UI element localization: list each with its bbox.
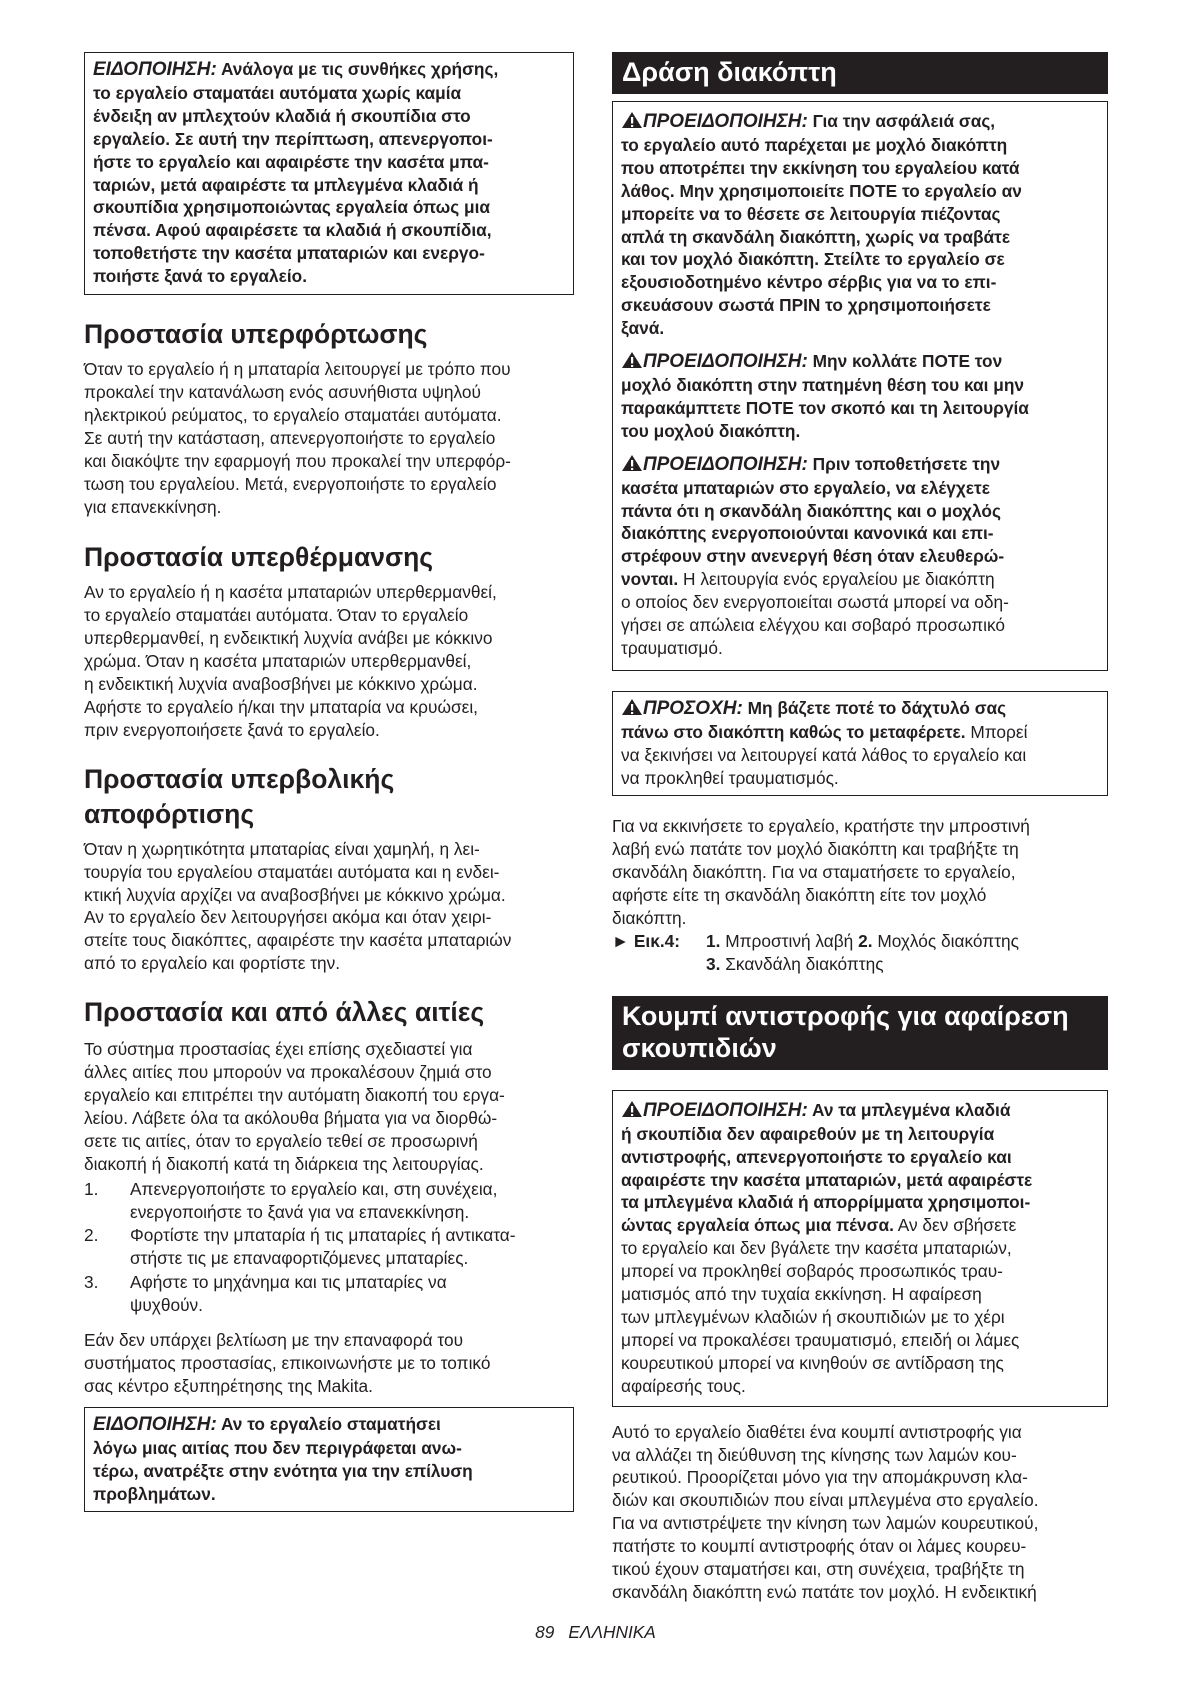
list-number: 2. [84,1225,99,1246]
text-line: ήστε το εργαλείο και αφαιρέστε την κασέτα μπα- [93,151,489,172]
text-line: σας κέντρο εξυπηρέτησης της Makita. [84,1375,373,1396]
text-run: των μπλεγμένων κλαδιών ή σκουπιδιών με το χέρι [621,1306,1005,1327]
text-line [621,1329,1099,1352]
notice-label: ΠΡΟΣΟΧΗ: [643,697,743,719]
text-line: από το εργαλείο και φορτίστε την. [84,953,341,974]
text-run: Ανάλογα με τις συνθήκες χρήσης, [216,59,499,79]
text-run: ο οποίος δεν ενεργοποιείται σωστά μπορεί να οδη- [621,592,1009,613]
text-line: τα μπλεγμένα κλαδιά ή απορρίμματα χρησιμοποι- [621,1192,1031,1213]
list-number: 1. [84,1178,99,1199]
text-line: διακόπτης ενεργοποιούνται κανονικά και επι- [621,523,994,544]
text-line: σκανδάλη διακόπτη. Για να σταματήσετε το εργαλείο, [612,862,1016,883]
text-line: κτική λυχνία αρχίζει να αναβοσβήνει με κόκκινο χρώμα. [84,884,506,905]
text-run: Πριν τοποθετήσετε την [807,453,1001,474]
text-line: σκουπιδιών [622,1032,777,1063]
notice-box-automatic-stop [84,52,574,295]
text-line: εργαλείο και επιτρέπει την αυτόματη διακοπή του εργα- [84,1085,505,1105]
text-line: η ενδεικτική λυχνία αναβοσβήνει με κόκκινο χρώμα. [84,674,478,695]
paragraph-start-stop [612,815,1108,930]
text-line [93,1413,565,1437]
text-line: παρακάμπτετε ΠΟΤΕ τον σκοπό και τη λειτουργία [621,397,1029,418]
heading-overheat-protection [84,540,574,575]
text-run: κουρευτικού μπορεί να κινηθούν σε αντίδραση της [621,1352,1004,1373]
text-line [621,1306,1099,1329]
text-run: ματισμός από την τυχαία εκκίνηση. Η αφαίρεση [621,1284,982,1305]
text-line: Αν το εργαλείο δεν λειτουργήσει ακόμα και όταν χειρι- [84,907,492,928]
text-line: ποιήστε ξανά το εργαλείο. [93,266,308,287]
text-line: στρέφουν στην ανενεργή θέση όταν ελευθερώ- [621,546,1005,567]
text-line: ρευτικού. Προορίζεται μόνο για την απομάκρυνση κλα- [612,1467,1028,1488]
text-line: ξανά. [621,318,665,339]
text-line: ενεργοποιήστε το ξανά για να επανεκκίνηση. [130,1201,470,1222]
heading-other-causes [84,995,574,1030]
text-line: σετε τις αιτίες, όταν το εργαλείο τεθεί σε προσωρινή [84,1130,478,1151]
text-line: για επανεκκίνηση. [84,496,222,517]
text-line: τέρω, ανατρέξτε στην ενότητα για την επίλυση [93,1460,473,1481]
text-line: λαβή ενώ πατάτε τον μοχλό διακόπτη και τραβήξτε τη [612,839,1019,860]
text-line [621,1214,1099,1237]
paragraph-overheat [84,581,574,741]
text-run: αφαίρεσής τους. [621,1375,746,1396]
text-line: πάντα ότι η σκανδάλη διακόπτης και ο μοχλός [621,500,1001,521]
text-line: σκευάσουν σωστά ΠΡΙΝ το χρησιμοποιήσετε [621,295,991,316]
text-line: απλά τη σκανδάλη διακόπτη, χωρίς να τραβάτε [621,226,1011,247]
notice-label: ΠΡΟΕΙΔΟΠΟΙΗΣΗ: [643,453,808,475]
notice-label: ΠΡΟΕΙΔΟΠΟΙΗΣΗ: [643,351,808,373]
text-line: τουργία του εργαλείου σταματάει αυτόματα και η ενδει- [84,861,500,882]
text-line: προβλημάτων. [93,1483,216,1504]
text-line: πατήστε το κουμπί αντιστροφής όταν οι λάμες κουρευ- [612,1536,1027,1557]
text-line [621,591,1099,614]
text-line: άλλες αιτίες που μπορούν να προκαλέσουν ζημιά στο [84,1062,492,1083]
text-line: Αν το εργαλείο ή η κασέτα μπαταριών υπερθερμανθεί, [84,582,497,603]
text-line: αφήστε είτε τη σκανδάλη διακόπτη είτε τον μοχλό [612,885,987,906]
text-run: Μοχλός διακόπτης [872,931,1019,951]
text-line: Προστασία υπερφόρτωσης [84,319,428,350]
text-line: μπορείτε να το θέσετε σε λειτουργία πιέζοντας [621,203,1001,224]
text-line: Όταν το εργαλείο ή η μπαταρία λειτουργεί με τρόπο που [84,359,511,380]
figure-label: ► Εικ.4: [612,931,681,951]
warning-box-reverse [612,1090,1108,1407]
text-line: ταριών, μετά αφαιρέστε τα μπλεγμένα κλαδιά ή [93,174,479,195]
text-line: πένσα. Αφού αφαιρέσετε τα κλαδιά ή σκουπίδια, [93,220,492,241]
text-line: του μοχλού διακόπτη. [621,420,801,441]
text-line [621,1283,1099,1306]
list-item [84,1178,574,1224]
list-text [130,1178,497,1224]
right-column [612,52,1108,1604]
text-line: αποφόρτισης [84,798,255,829]
heading-overload-protection [84,317,574,352]
notice-label: ΕΙΔΟΠΟΙΗΣΗ: [93,59,217,80]
text-run: πάνω στο διακόπτη καθώς το μεταφέρετε. [621,721,966,742]
text-line: τοποθετήστε την κασέτα μπαταριών και ενεργο- [93,243,485,264]
text-line [621,110,1099,134]
text-line: συστήματος προστασίας, επικοινωνήστε με το τοπικό [84,1352,491,1373]
language-label: ΕΛΛΗΝΙΚΑ [568,1622,656,1642]
text-run: Αν το εργαλείο σταματήσει [216,1413,441,1434]
section-banner-reverse-button [612,996,1108,1070]
text-run: το εργαλείο και δεν βγάλετε την κασέτα μπαταριών, [621,1238,1012,1259]
text-line: σκανδάλη διακόπτη ενώ πατάτε τον μοχλό. Η ενδεικτική [612,1581,1037,1602]
text-line: τωση του εργαλείου. Μετά, ενεργοποιήστε το εργαλείο [84,473,497,494]
text-line: χρώμα. Όταν η κασέτα μπαταριών υπερθερμανθεί, [84,651,472,672]
text-line [621,744,1099,767]
text-line: υπερθερμανθεί, η ενδεικτική λυχνία ανάβει με κόκκινο [84,628,493,649]
warning-never-tape-lever [621,350,1099,443]
text-line: προκαλεί την κατανάλωση ενός ασυνήθιστα υψηλού [84,381,481,402]
list-item [84,1271,574,1317]
text-line: το εργαλείο σταματάει αυτόματα χωρίς καμία [93,82,462,103]
text-line: Κουμπί αντιστροφής για αφαίρεση [622,1000,1069,1031]
warning-triangle-icon [621,454,643,472]
text-line: Αυτό το εργαλείο διαθέτει ένα κουμπί αντιστροφής για [612,1421,1022,1442]
paragraph-contact-service [84,1329,574,1398]
text-run: Αν τα μπλεγμένα κλαδιά [807,1099,1011,1120]
paragraph-overdischarge [84,838,574,975]
list-text [130,1224,516,1270]
text-line: Αφήστε το εργαλείο ή/και την μπαταρία να κρυώσει, [84,696,478,717]
text-run: νονται. [621,569,679,590]
section-banner-switch-action [612,52,1108,94]
page-number: 89 [535,1622,555,1642]
text-line: Όταν η χωρητικότητα μπαταρίας είναι χαμηλή, η λει- [84,838,480,859]
text-line: ψυχθούν. [130,1295,203,1316]
text-line [621,614,1099,637]
text-line [621,721,1099,744]
text-run: να προκληθεί τραυματισμός. [621,767,839,788]
text-line: το εργαλείο σταματάει αυτόματα. Όταν το εργαλείο [84,605,469,626]
text-line: λάθος. Μην χρησιμοποιείτε ΠΟΤΕ το εργαλείο αν [621,180,1022,201]
text-line: εργαλείο. Σε αυτή την περίπτωση, απενεργοποι- [93,128,493,149]
text-line: διακοπή ή διακοπή κατά τη διάρκεια της λειτουργίας. [84,1153,484,1174]
text-line: Προστασία υπερβολικής [84,763,395,794]
warning-triangle-icon [621,111,643,129]
text-line: λόγω μιας αιτίας που δεν περιγράφεται ανω- [93,1437,462,1458]
text-line: διακόπτη. [612,908,687,929]
text-line: αφαιρέστε την κασέτα μπαταριών, μετά αφαιρέστε [621,1169,1033,1190]
left-column [84,52,574,1512]
list-number: 3. [84,1272,99,1293]
text-run: Η λειτουργία ενός εργαλείου με διακόπτη [678,569,995,590]
text-line: ή σκουπίδια δεν αφαιρεθούν με τη λειτουργία [621,1123,995,1144]
text-run: 2. [858,931,873,951]
text-line: Το σύστημα προστασίας έχει επίσης σχεδιαστεί για [84,1039,473,1060]
text-line [621,568,1099,591]
heading-overdischarge-protection [84,762,574,832]
text-run: Μην κολλάτε ΠΟΤΕ τον [807,351,1003,372]
list-item [84,1224,574,1270]
text-line: στήστε τις με επαναφορτιζόμενες μπαταρίες. [130,1248,469,1269]
text-run: τραυματισμό. [621,637,723,658]
warning-triangle-icon [621,351,643,369]
text-run: ώντας εργαλεία όπως μια πένσα. [621,1215,894,1236]
text-line: τικού έχουν σταματήσει και, στη συνέχεια, τραβήξτε τη [612,1559,1025,1580]
text-line [621,1352,1099,1375]
text-run: να ξεκινήσει να λειτουργεί κατά λάθος το εργαλείο και [621,744,1027,765]
warning-check-switch [621,453,1099,660]
text-line: εξουσιοδοτημένο κέντρο σέρβις για να το επι- [621,272,997,293]
text-line [621,1237,1099,1260]
text-line: Προστασία και από άλλες αιτίες [84,997,485,1028]
warning-box-switch [612,101,1108,671]
text-line: το εργαλείο αυτό παρέχεται με μοχλό διακόπτη [621,134,1008,155]
text-line: και διακόψτε την εφαρμογή που προκαλεί την υπερφόρ- [84,450,511,471]
text-run: γήσει σε απώλεια ελέγχου και σοβαρό προσωπικό [621,615,1005,636]
text-line: μοχλό διακόπτη στην πατημένη θέση του και μην [621,374,1025,395]
text-line: Προστασία υπερθέρμανσης [84,542,434,573]
figure-legend [706,930,1019,976]
list-text [130,1271,447,1317]
text-line: Εάν δεν υπάρχει βελτίωση με την επαναφορά του [84,1330,464,1351]
text-line [621,1099,1099,1123]
text-line [621,1260,1099,1283]
text-run: Μπροστινή λαβή [720,931,859,951]
text-line [621,637,1099,660]
text-line [706,930,1019,953]
text-line [621,350,1099,374]
text-line [621,697,1099,721]
text-run: Μη βάζετε ποτέ το δάχτυλό σας [742,697,1007,718]
text-line: πριν ενεργοποιήσετε ξανά το εργαλείο. [84,719,380,740]
text-line: Φορτίστε την μπαταρία ή τις μπαταρίες ή αντικατα- [130,1225,516,1246]
text-run: Για την ασφάλειά σας, [807,111,996,131]
text-line: Για να εκκινήσετε το εργαλείο, κρατήστε την μπροστινή [612,816,1030,837]
page-footer [0,1622,1191,1643]
notice-label: ΠΡΟΕΙΔΟΠΟΙΗΣΗ: [643,1099,808,1121]
text-line: διών και σκουπιδιών που είναι μπλεγμένα στο εργαλείο. [612,1490,1039,1511]
text-line: Σε αυτή την κατάσταση, απενεργοποιήστε το εργαλείο [84,427,496,448]
text-run: μπορεί να προκληθεί σοβαρός προσωπικός τραυ- [621,1261,1003,1282]
text-line: που αποτρέπει την εκκίνηση του εργαλείου κατά [621,157,1020,178]
notice-label: ΠΡΟΕΙΔΟΠΟΙΗΣΗ: [643,111,808,132]
paragraph-reverse-button [612,1421,1108,1604]
text-line: Αφήστε το μηχάνημα και τις μπαταρίες να [130,1272,447,1293]
text-line: σκουπίδια χρησιμοποιώντας εργαλεία όπως μια [93,197,491,218]
caution-box-carry [612,691,1108,797]
warning-lock-off-lever [621,110,1099,340]
text-line: ηλεκτρικού ρεύματος, το εργαλείο σταματάει αυτόματα. [84,404,502,425]
steps-list [84,1178,574,1317]
text-line: να αλλάζει τη διεύθυνση της κίνησης των λαμών κου- [612,1444,1017,1465]
text-run: Μπορεί [965,721,1028,742]
paragraph-overload [84,358,574,518]
text-run: μπορεί να προκαλέσει τραυματισμό, επειδή οι λάμες [621,1329,1020,1350]
text-line [93,58,565,82]
text-line [706,953,1019,976]
text-line: Για να αντιστρέψετε την κίνηση των λαμών κουρευτικού, [612,1513,1039,1534]
text-run: Αν δεν σβήσετε [893,1215,1017,1236]
text-run: 3. [706,953,721,974]
text-line: στείτε τους διακόπτες, αφαιρέστε την κασέτα μπαταριών [84,930,512,951]
text-line [621,1375,1099,1398]
text-line: Δράση διακόπτη [622,57,837,87]
text-line: ένδειξη αν μπλεχτούν κλαδιά ή σκουπίδια στο [93,105,471,126]
notice-box-troubleshooting [84,1407,574,1513]
text-run: Σκανδάλη διακόπτης [720,953,884,974]
notice-label: ΕΙΔΟΠΟΙΗΣΗ: [93,1413,217,1435]
text-line: αντιστροφής, απενεργοποιήστε το εργαλείο και [621,1146,1012,1167]
text-line [621,453,1099,477]
paragraph-other-causes [84,1038,574,1175]
text-line [621,767,1099,790]
warning-triangle-icon [621,1100,643,1118]
figure-reference [612,930,1108,976]
text-line: λείου. Λάβετε όλα τα ακόλουθα βήματα για να διορθώ- [84,1107,498,1128]
text-run: 1. [706,931,721,951]
text-line: Απενεργοποιήστε το εργαλείο και, στη συνέχεια, [130,1178,498,1199]
text-line: και τον μοχλό διακόπτη. Στείλτε το εργαλείο σε [621,249,1005,270]
text-line: κασέτα μπαταριών στο εργαλείο, να ελέγχετε [621,477,990,498]
warning-triangle-icon [621,698,643,716]
